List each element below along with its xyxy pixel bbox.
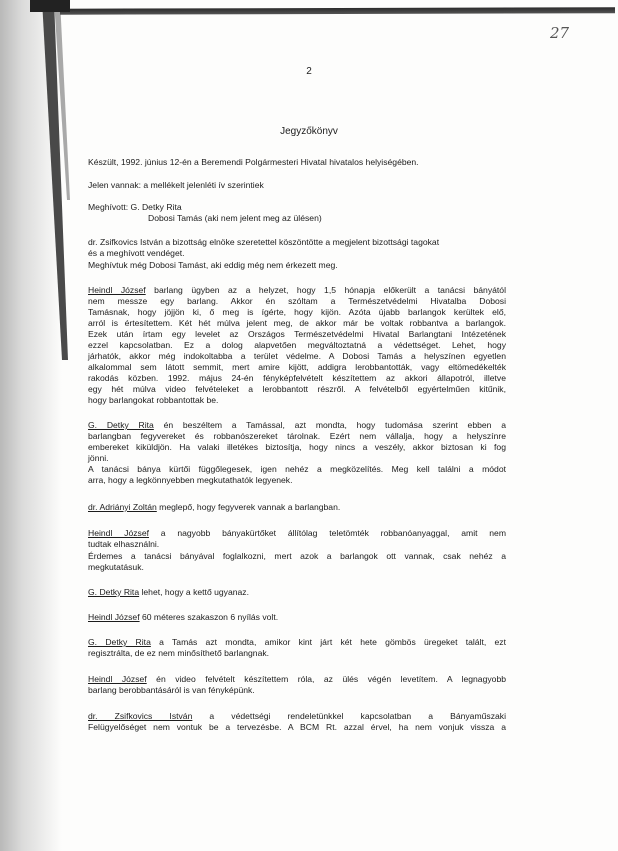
text-line bbox=[88, 637, 506, 648]
text-line bbox=[88, 260, 506, 271]
line-text: Készült, 1992. június 12-én a Beremendi Polgármesteri Hivatal hivatalos helyiségében. bbox=[88, 157, 419, 167]
text-line bbox=[88, 551, 506, 562]
text-line bbox=[88, 674, 506, 685]
text-line bbox=[88, 180, 506, 191]
line-text: regisztrálta, de ez nem minősíthető barlangnak. bbox=[88, 648, 270, 658]
line-text: arról is értesítettem. Két hét múlva jelent meg, de akkor már be voltak robbantva a barlangok. bbox=[88, 318, 506, 328]
text-line bbox=[88, 453, 506, 464]
text-line bbox=[88, 685, 506, 696]
line-text: Meghívtuk még Dobosi Tamást, aki eddig még nem érkezett meg. bbox=[88, 260, 338, 270]
line-text: megkutatásuk. bbox=[88, 562, 144, 572]
text-line bbox=[88, 329, 506, 340]
text-line bbox=[88, 539, 506, 550]
line-text: ezzel kapcsolatban. Ez a dolog alapvetően megváltoztatná a védettséget. Lehet, hogy bbox=[88, 340, 506, 350]
text-line bbox=[88, 528, 506, 539]
line-text: Tamásnak, hogy jöjjön ki, ő meg is ígérte, hogy kijön. Azóta újabb barlangok kerültek elő, bbox=[88, 307, 506, 317]
line-text: egy hét múlva video felvételeket a lerobbantott részről. A felvételből egyértelműen kitűnik, bbox=[88, 384, 506, 394]
text-line bbox=[88, 420, 506, 431]
line-text: 60 méteres szakaszon 6 nyílás volt. bbox=[139, 612, 279, 622]
line-text: Felügyelőséget nem vontuk be a tervezésbe. A BCM Rt. azzal érvel, ha nem vonjuk vissza a bbox=[88, 722, 506, 732]
text-line bbox=[88, 612, 506, 623]
line-text: nem messze egy barlang. Akkor én szóltam a Természetvédelmi Hivatalba Dobosi bbox=[88, 296, 506, 306]
text-line bbox=[88, 562, 506, 573]
line-text: a védettségi rendeletünkkel kapcsolatban a Bányaműszaki bbox=[192, 711, 506, 721]
text-line bbox=[88, 237, 506, 248]
handwritten-sheet-number: 27 bbox=[550, 24, 570, 42]
speaker-name: Heindl József bbox=[88, 612, 140, 622]
speaker-name: Heindl József bbox=[88, 528, 149, 538]
text-line bbox=[148, 213, 566, 224]
speaker-name: dr. Adriányi Zoltán bbox=[88, 502, 157, 512]
binding-edge-mark bbox=[40, 0, 70, 360]
line-text: én video felvételt készítettem róla, az ülés végén levetítem. A legnagyobb bbox=[146, 674, 507, 684]
text-line bbox=[88, 351, 506, 362]
text-line bbox=[88, 307, 506, 318]
speaker-name: Heindl József bbox=[88, 285, 146, 295]
line-text: rakodás közben. 1992. május 24-én fényképfelvételt készítettem az akkori állapotról, illetve bbox=[88, 373, 506, 383]
line-text: barlangban fegyvereket és robbanószereket tárolnak. Ezért nem vállalja, hogy a helyszínre bbox=[88, 431, 506, 441]
line-text: A tanácsi bánya kürtői függőlegesek, igen nehéz a megközelítés. Meg kell találni a módot bbox=[88, 464, 506, 474]
scan-corner-mark bbox=[30, 0, 70, 12]
text-line bbox=[88, 431, 506, 442]
text-line bbox=[88, 340, 506, 351]
line-text: arra, hogy a legkönnyebben megkutathatók legyenek. bbox=[88, 475, 293, 485]
line-text: a nagyobb bányakürtőket állítólag teletömték robbanóanyaggal, amit nem bbox=[148, 528, 506, 538]
line-text: barlang ügyben az a helyzet, hogy 1,5 hónapja előkerült a tanácsi bányától bbox=[145, 285, 506, 295]
speaker-name: G. Detky Rita bbox=[88, 587, 140, 597]
line-text: barlang berobbantásáról is van fényképünk. bbox=[88, 685, 255, 695]
text-line bbox=[88, 502, 506, 513]
text-line bbox=[88, 296, 506, 307]
text-line bbox=[88, 442, 506, 453]
line-text: tudtak elhasználni. bbox=[88, 539, 160, 549]
line-text: alkalommal sem látott semmit, mert amire kijött, addigra lerobbantották, vagy eltömedékelték bbox=[88, 362, 506, 372]
line-text: a Tamás azt mondta, amikor kint járt két hete gömbös üregeket talált, ezt bbox=[150, 637, 506, 647]
text-line bbox=[88, 475, 506, 486]
text-line bbox=[88, 648, 506, 659]
line-text: meglepő, hogy fegyverek vannak a barlangban. bbox=[156, 502, 341, 512]
line-text: embereket kiküldjön. Ha valaki illetékes biztosítja, hogy nincs a veszély, akkor biztosan ki fog bbox=[88, 442, 506, 452]
scan-top-border bbox=[60, 7, 615, 14]
line-text: hogy barlangokat robbantottak be. bbox=[88, 395, 219, 405]
line-text: jönni. bbox=[88, 453, 109, 463]
speaker-name: dr. Zsifkovics István bbox=[88, 711, 193, 721]
line-text: dr. Zsifkovics István a bizottság elnöke szeretettel köszöntötte a megjelent bizottsági tagokat bbox=[88, 237, 440, 247]
speaker-name: G. Detky Rita bbox=[88, 637, 151, 647]
line-text: és a meghívott vendéget. bbox=[88, 248, 185, 258]
line-text: lehet, hogy a kettő ugyanaz. bbox=[139, 587, 249, 597]
line-text: Meghívott: G. Detky Rita bbox=[88, 202, 182, 212]
speaker-name: Heindl József bbox=[88, 674, 147, 684]
text-line bbox=[88, 248, 506, 259]
line-text: Dobosi Tamás (aki nem jelent meg az ülésen) bbox=[148, 213, 322, 223]
text-line bbox=[88, 395, 506, 406]
line-text: Érdemes a tanácsi bányával foglalkozni, mert azok a barlangok ott vannak, csak nehéz a bbox=[88, 551, 506, 561]
text-line bbox=[88, 384, 506, 395]
line-text: Jelen vannak: a mellékelt jelenléti ív szerintiek bbox=[88, 180, 264, 190]
document-title: Jegyzőkönyv bbox=[280, 126, 338, 137]
text-line bbox=[88, 202, 506, 213]
text-line bbox=[88, 464, 506, 475]
line-text: járhatók, akkor még indokoltabba a terület védelme. A Dobosi Tamás a helyszínen egyetlen bbox=[88, 351, 506, 361]
page-number: 2 bbox=[306, 66, 312, 77]
text-line bbox=[88, 587, 506, 598]
text-line bbox=[88, 157, 506, 168]
text-line bbox=[88, 711, 506, 722]
text-line bbox=[88, 362, 506, 373]
line-text: én beszéltem a Tamással, azt mondta, hogy tudomása szerint ebben a bbox=[153, 420, 506, 430]
speaker-name: G. Detky Rita bbox=[88, 420, 154, 430]
text-line bbox=[88, 318, 506, 329]
text-line bbox=[88, 285, 506, 296]
line-text: Ezek után írtam egy levelet az Országos Természetvédelmi Hivatal Barlangtani Intézetének bbox=[88, 329, 506, 339]
text-line bbox=[88, 722, 506, 733]
text-line bbox=[88, 373, 506, 384]
